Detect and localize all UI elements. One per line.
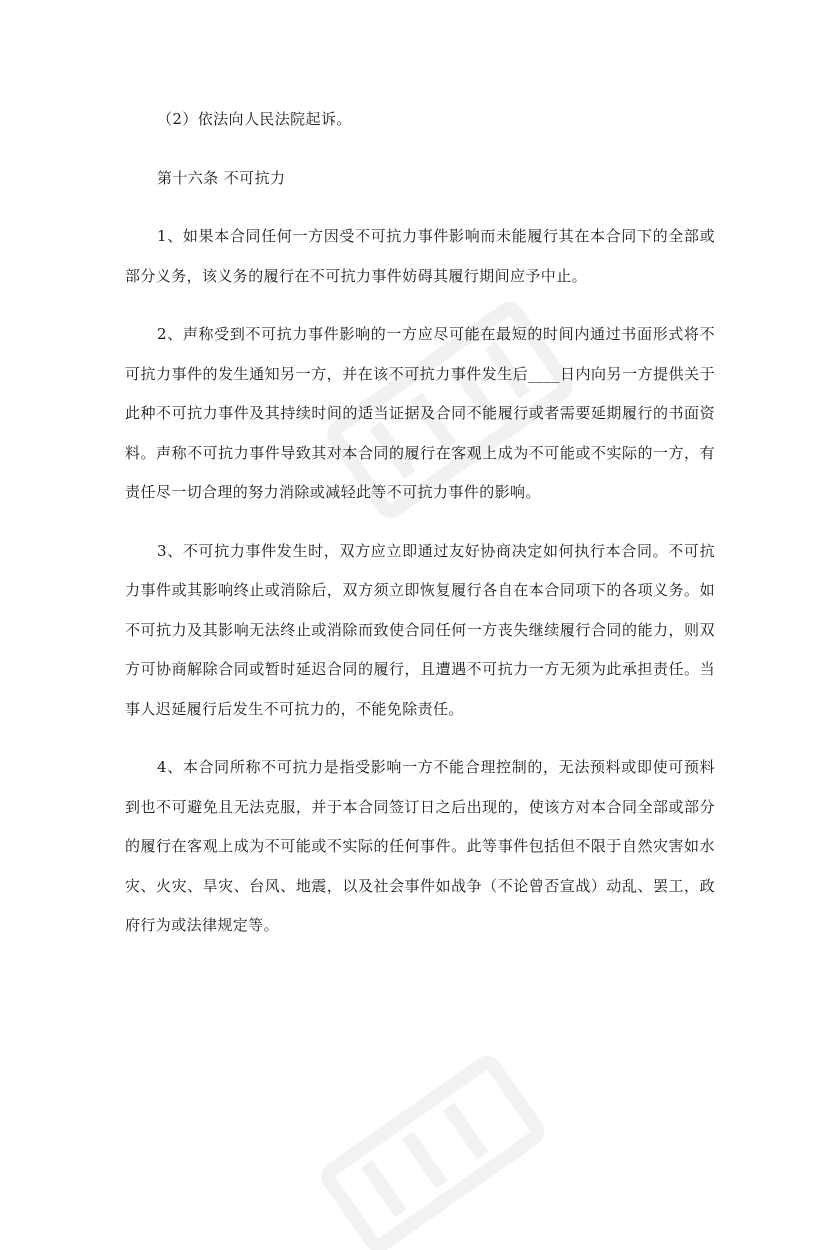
clause-2-paragraph: 2、声称受到不可抗力事件影响的一方应尽可能在最短的时间内通过书面形式将不可抗力事件的发生通知另一方，并在该不可抗力事件发生后____日内向另一方提供关于此种不可抗力事件及其持续时间的适当证据及合同不能履行或者需要延期履行的书面资料。声称不可抗力事件导致其对本合同的履行在客观上成为不可能或不实际的一方，有责任尽一切合理的努力消除或减轻此等不可抗力事件的影响。	[125, 325, 715, 501]
watermark-graphic-bottom	[300, 1050, 560, 1250]
article-16-heading: 第十六条 不可抗力	[157, 168, 286, 187]
clause-1-paragraph: 1、如果本合同任何一方因受不可抗力事件影响而未能履行其在本合同下的全部或部分义务，该义务的履行在不可抗力事件妨碍其履行期间应予中止。	[125, 227, 715, 285]
document-body	[125, 100, 715, 946]
paragraph-sue-in-court: （2）依法向人民法院起诉。	[157, 110, 352, 128]
clause-4-paragraph: 4、本合同所称不可抗力是指受影响一方不能合理控制的，无法预料或即使可预料到也不可避免且无法克服，并于本合同签订日之后出现的，使该方对本合同全部或部分的履行在客观上成为不可能或不实际的任何事件。此等事件包括但不限于自然灾害如水灾、火灾、旱灾、台风、地震，以及社会事件如战争（不论曾否宣战）动乱、罢工，政府行为或法律规定等。	[125, 758, 715, 934]
clause-3-paragraph: 3、不可抗力事件发生时，双方应立即通过友好协商决定如何执行本合同。不可抗力事件或其影响终止或消除后，双方须立即恢复履行各自在本合同项下的各项义务。如不可抗力及其影响无法终止或消除而致使合同任何一方丧失继续履行合同的能力，则双方可协商解除合同或暂时延迟合同的履行，且遭遇不可抗力一方无须为此承担责任。当事人迟延履行后发生不可抗力的，不能免除责任。	[125, 541, 715, 718]
